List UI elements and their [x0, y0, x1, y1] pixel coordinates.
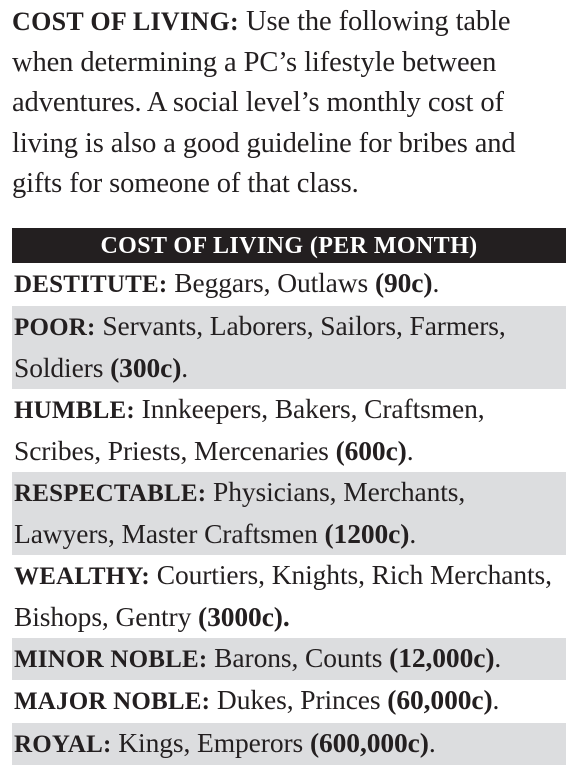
row-label: RESPECTABLE: — [14, 479, 207, 507]
intro-lead: COST OF LIVING: — [12, 7, 239, 36]
row-members: Barons, Counts — [207, 641, 390, 673]
table-row-wealthy — [12, 555, 566, 638]
row-members: Innkeepers, Bakers, Craftsmen, Scribes, Priests, Mercenaries — [14, 392, 485, 466]
row-cost: (90c) — [374, 267, 433, 298]
row-cost: (12,000c) — [389, 641, 495, 673]
row-members: Servants, Laborers, Sailors, Farmers, Soldiers — [14, 309, 506, 383]
table-header: COST OF LIVING (PER MONTH) — [12, 228, 566, 263]
row-end: . — [409, 518, 417, 549]
row-label: MAJOR NOBLE: — [14, 688, 211, 715]
row-label: MINOR NOBLE: — [14, 645, 208, 673]
table-row-major-noble — [12, 680, 566, 723]
table-row-minor-noble — [12, 638, 566, 681]
intro-paragraph — [12, 2, 572, 205]
row-end: . — [494, 641, 502, 673]
row-label: DESTITUTE: — [14, 271, 168, 298]
row-label: HUMBLE: — [14, 396, 135, 424]
row-end: . — [432, 267, 440, 298]
table-row-destitute — [12, 263, 566, 306]
row-end: . — [492, 684, 500, 715]
row-end: . — [428, 726, 436, 758]
row-members: Physicians, Merchants, Lawyers, Master Craftsmen — [14, 475, 466, 549]
row-label: ROYAL: — [14, 730, 112, 758]
row-members: Kings, Emperors — [111, 726, 310, 758]
row-cost: (300c) — [110, 352, 182, 383]
row-end: . — [181, 352, 189, 383]
row-members: Beggars, Outlaws — [167, 267, 375, 298]
table-row-poor — [12, 306, 566, 389]
row-cost: (1200c) — [324, 518, 410, 549]
table-row-humble — [12, 389, 566, 472]
row-label: WEALTHY: — [14, 562, 150, 590]
row-label: POOR: — [14, 313, 96, 341]
cost-of-living-table — [12, 228, 566, 765]
intro-text: Use the following table when determining a PC’s lifestyle between adventures. A social level’s monthly cost of living is also a good guideline for bribes and gifts for someone of that class. — [12, 6, 516, 199]
row-members: Courtiers, Knights, Rich Merchants, Bishops, Gentry — [14, 558, 552, 632]
row-members: Dukes, Princes — [210, 684, 388, 715]
table-row-respectable — [12, 472, 566, 555]
row-cost: (600,000c) — [309, 726, 429, 758]
row-cost: (3000c). — [198, 601, 290, 632]
table-row-royal — [12, 723, 566, 766]
row-end: . — [406, 435, 414, 466]
row-cost: (60,000c) — [387, 684, 493, 715]
row-cost: (600c) — [335, 435, 407, 466]
